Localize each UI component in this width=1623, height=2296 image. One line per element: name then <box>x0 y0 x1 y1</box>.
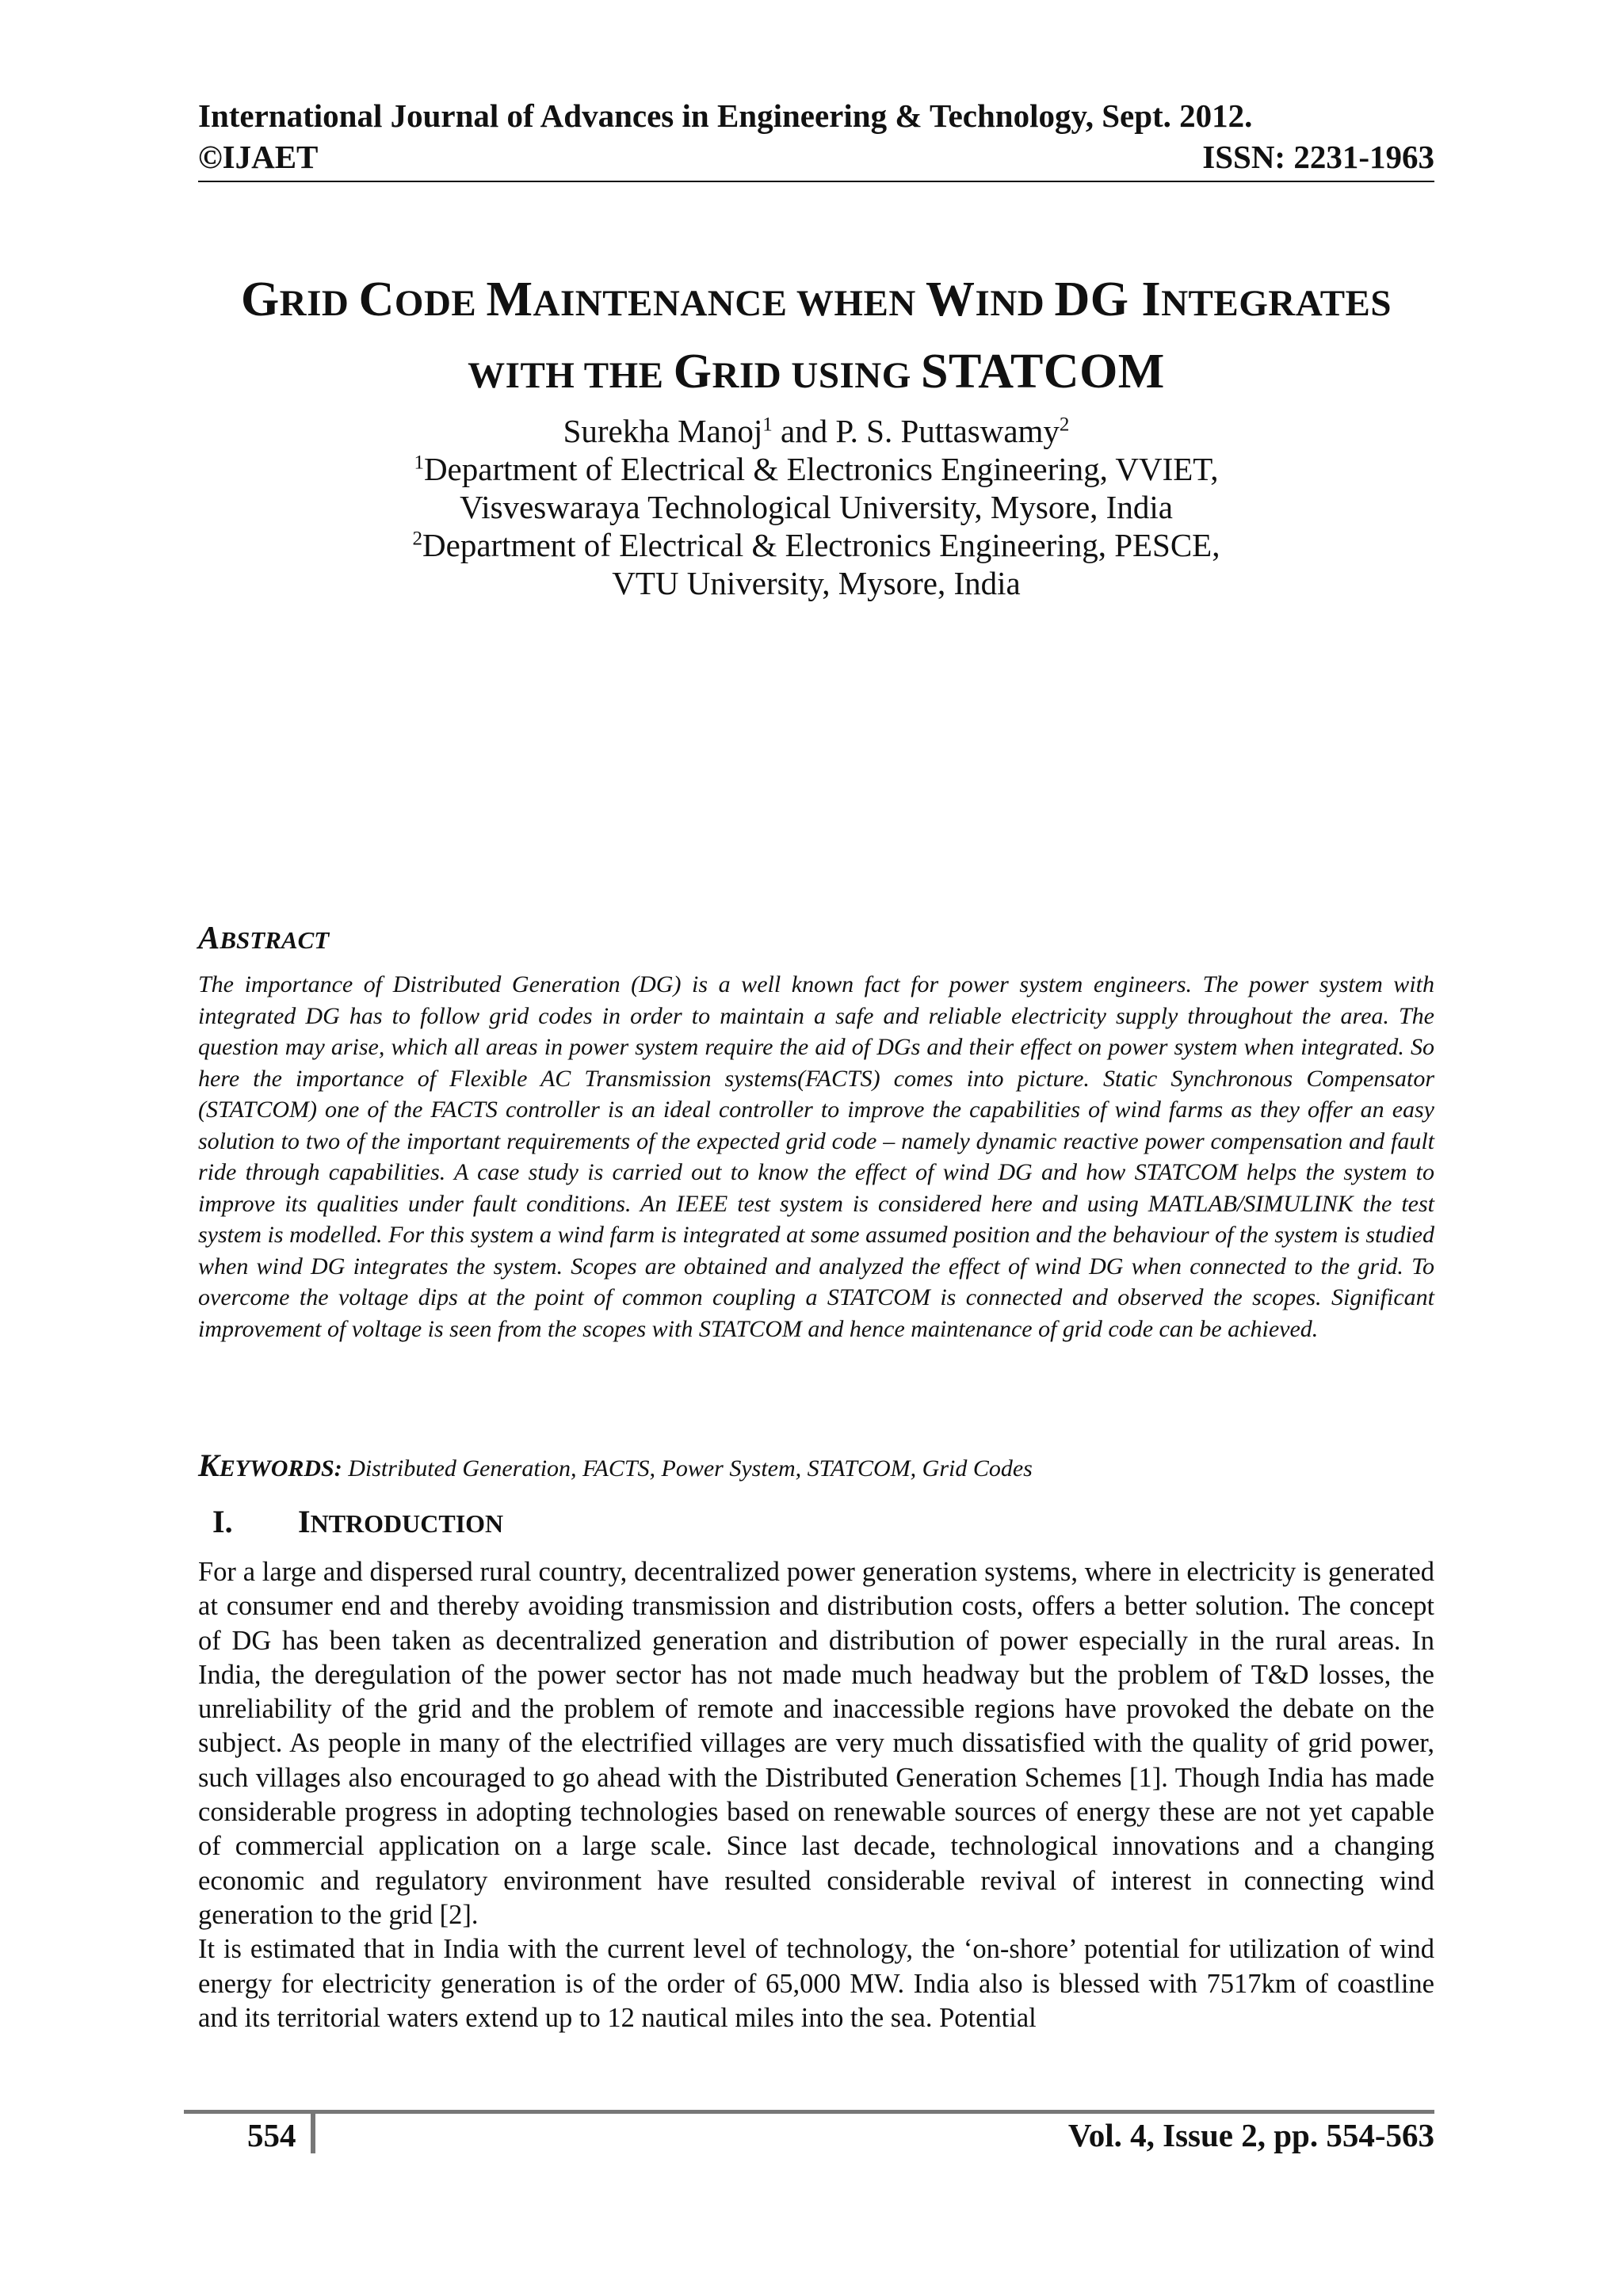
author-name: Surekha Manoj <box>563 413 763 449</box>
affiliation-superscript: 1 <box>414 452 424 474</box>
author-conjunction: and <box>772 413 836 449</box>
title-capital-segment: G <box>673 345 712 399</box>
affiliation-1 <box>198 450 1434 488</box>
abstract-text: The importance of Distributed Generation (DG) is a well known fact for power system engineers. The power system with integrated DG has to follow grid codes in order to maintain a safe and reliable electricity supply throughout the area. The question may arise, which all areas in power system require the aid of DGs and their effect on power system when integrated. So here the importance of Flexible AC Transmission systems(FACTS) comes into picture. Static Synchronous Compensator (STATCOM) one of the FACTS controller is an ideal controller to improve the capabilities of wind farms as they offer an easy solution to two of the important requirements of the expected grid code – namely dynamic reactive power compensation and fault ride through capabilities. A case study is carried out to know the effect of wind DG and how STATCOM helps the system to improve its qualities under fault conditions. An IEEE test system is considered here and using MATLAB/SIMULINK the test system is modelled. For this system a wind farm is integrated at some assumed position and the behaviour of the system is studied when wind DG integrates the system. Scopes are obtained and analyzed the effect of wind DG when connected to the grid. To overcome the voltage dips at the point of common coupling a STATCOM is connected and observed the scopes. Significant improvement of voltage is seen from the scopes with STATCOM and hence maintenance of grid code can be achieved. <box>198 971 1434 1342</box>
footer-divider <box>311 2114 315 2153</box>
copyright: ©IJAET <box>198 139 319 175</box>
volume-info: Vol. 4, Issue 2, pp. 554-563 <box>1067 2117 1434 2153</box>
author-superscript: 1 <box>762 414 773 436</box>
label-rest: EYWORDS: <box>219 1455 342 1482</box>
section-number: I. <box>212 1504 233 1539</box>
heading-rest: BSTRACT <box>220 926 330 954</box>
title-capital-segment: STATCOM <box>921 345 1165 399</box>
title-smallcaps-segment: WITH THE <box>468 355 674 396</box>
title-line-1 <box>198 265 1434 338</box>
title-smallcaps-segment: ODE <box>394 283 487 324</box>
title-smallcaps-segment: AINTENANCE WHEN <box>533 283 926 324</box>
affiliation-1-line-2: Visveswaraya Technological University, Mysore, India <box>460 489 1173 525</box>
author-line <box>198 412 1434 450</box>
abstract-heading <box>198 917 329 960</box>
affiliation-text: Department of Electrical & Electronics Engineering, PESCE, <box>422 527 1220 563</box>
affiliation-2-line-2: VTU University, Mysore, India <box>612 565 1021 601</box>
affiliation-2 <box>198 526 1434 564</box>
author-name: P. S. Puttaswamy <box>835 413 1060 449</box>
paragraph: For a large and dispersed rural country, decentralized power generation systems, where in electricity is generated at consumer end and thereby avoiding transmission and distribution costs, offers a better solution. The concept of DG has been taken as decentralized generation and distribution of power especially in the rural areas. In India, the deregulation of the power sector has not made much headway but the problem of T&D losses, the unreliability of the grid and the problem of remote and inaccessible regions have provoked the debate on the subject. As people in many of the electrified villages are very much dissatisfied with the quality of grid power, such villages also encouraged to go ahead with the Distributed Generation Schemes [1]. Though India has made considerable progress in adopting technologies based on renewable sources of energy these are not yet capable of commercial application on a large scale. Since last decade, technological innovations and a changing economic and regulatory environment have resulted considerable revival of interest in connecting wind generation to the grid [2]. <box>198 1557 1434 1930</box>
heading-initial: I <box>298 1504 311 1539</box>
introduction-body <box>198 1555 1434 2035</box>
page-number: 554 <box>247 2117 296 2153</box>
title-line-2 <box>198 338 1434 410</box>
author-block <box>198 412 1434 602</box>
issn: ISSN: 2231-1963 <box>1202 139 1434 175</box>
title-smallcaps-segment: NTEGRATES <box>1161 283 1392 324</box>
title-capital-segment: G <box>240 273 280 326</box>
title-capital-segment: DG I <box>1054 273 1162 326</box>
title-smallcaps-segment: RID <box>279 283 359 324</box>
affiliation-superscript: 2 <box>412 528 423 550</box>
footer-rule <box>184 2110 1434 2114</box>
header-rule <box>198 181 1434 182</box>
heading-rest: NTRODUCTION <box>310 1509 504 1538</box>
section-heading-introduction <box>212 1500 503 1546</box>
keywords-text: Distributed Generation, FACTS, Power System, STATCOM, Grid Codes <box>342 1455 1033 1482</box>
paper-title <box>198 265 1434 410</box>
paragraph: It is estimated that in India with the current level of technology, the ‘on-shore’ potential for utilization of wind energy for electricity generation is of the order of 65,000 MW. India also is blessed with 7517km of coastline and its territorial waters extend up to 12 nautical miles into the sea. Potential <box>198 1934 1434 2033</box>
keywords-label <box>198 1447 342 1483</box>
journal-name: International Journal of Advances in Engineering & Technology, Sept. 2012. <box>198 97 1253 134</box>
affiliation-text: Department of Electrical & Electronics Engineering, VVIET, <box>423 451 1219 487</box>
title-capital-segment: C <box>358 273 395 326</box>
title-smallcaps-segment: RID USING <box>712 355 922 396</box>
title-capital-segment: W <box>926 273 976 326</box>
title-smallcaps-segment: IND <box>975 283 1055 324</box>
author-superscript: 2 <box>1059 414 1070 436</box>
keywords <box>198 1448 1434 1486</box>
heading-initial: A <box>198 919 220 955</box>
title-capital-segment: M <box>486 273 533 326</box>
running-header <box>198 95 1434 177</box>
label-initial: K <box>198 1447 220 1483</box>
header-row <box>198 136 1434 177</box>
